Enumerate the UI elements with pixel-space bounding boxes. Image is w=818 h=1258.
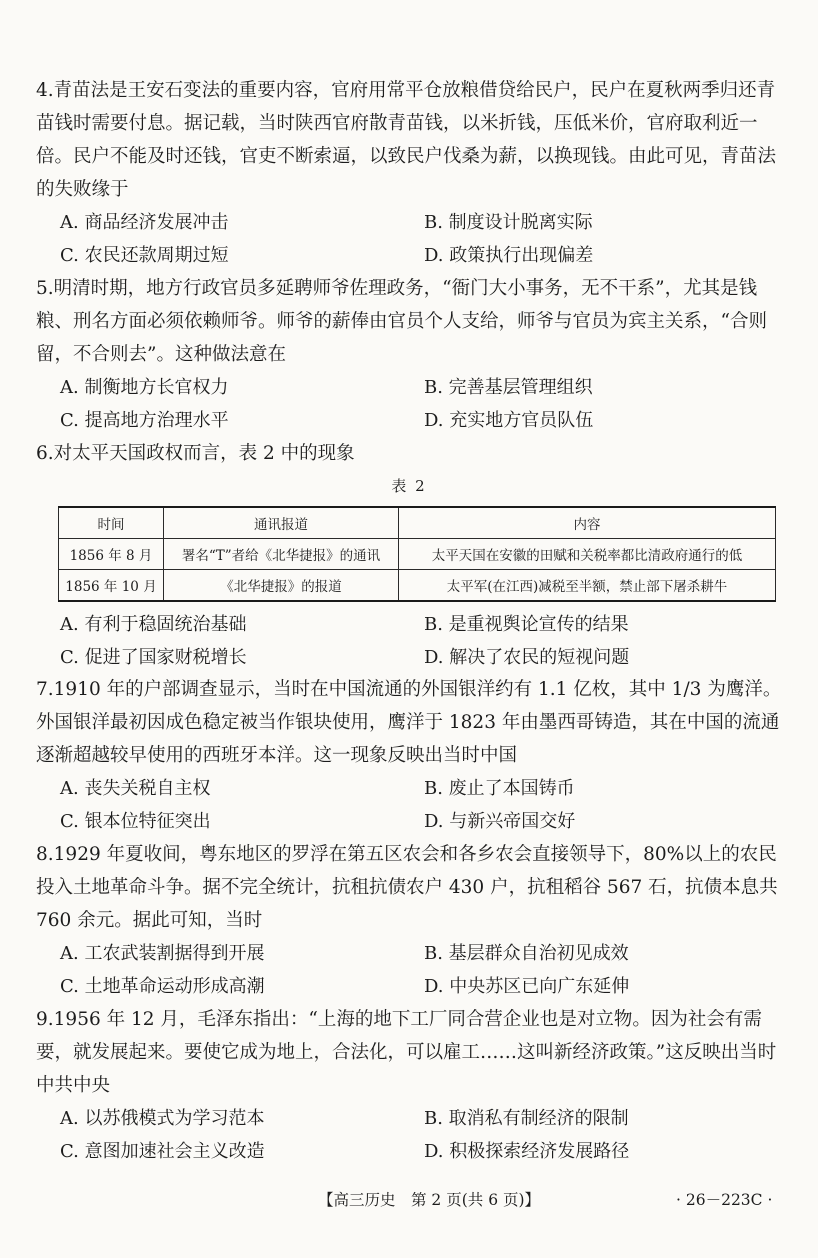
question-8-option-c[interactable]: C. 土地革命运动形成高潮 [60, 976, 265, 997]
question-8-options-row-2 [36, 970, 786, 1003]
question-7 [36, 673, 786, 838]
question-7-option-d[interactable]: D. 与新兴帝国交好 [424, 811, 576, 832]
question-5-option-c[interactable]: C. 提高地方治理水平 [60, 410, 229, 431]
question-5-option-a[interactable]: A. 制衡地方长官权力 [60, 377, 229, 398]
question-8-stem: 8.1929 年夏收间，粤东地区的罗浮在第五区农会和各乡农会直接领导下，80%以上的农民投入土地革命斗争。据不完全统计，抗租抗债农户 430 户，抗租稻谷 567 石，抗债本息共 760 余元。据此可知，当时 [36, 844, 778, 931]
question-4-options-row-1 [36, 206, 786, 239]
table-cell-content: 太平军(在江西)减税至半额，禁止部下屠杀耕牛 [399, 570, 776, 602]
question-8-option-a[interactable]: A. 工农武装割据得到开展 [60, 943, 265, 964]
table-cell-content: 太平天国在安徽的田赋和关税率都比清政府通行的低 [399, 539, 776, 570]
table-row [59, 570, 776, 602]
table-header-content: 内容 [399, 507, 776, 539]
question-6-option-d[interactable]: D. 解决了农民的短视问题 [424, 647, 630, 668]
table-2 [58, 506, 776, 602]
question-6-options-row-2 [36, 641, 786, 674]
question-9-option-c[interactable]: C. 意图加速社会主义改造 [60, 1141, 265, 1162]
question-9-option-d[interactable]: D. 积极探索经济发展路径 [424, 1141, 630, 1162]
question-8 [36, 838, 786, 1003]
question-6-option-b[interactable]: B. 是重视舆论宣传的结果 [424, 614, 629, 635]
footer-page-info: 【高三历史 第 2 页(共 6 页)】 [318, 1191, 541, 1209]
table-2-title: 表 2 [391, 477, 427, 495]
footer-exam-code: · 26－223C · [676, 1191, 773, 1209]
question-8-options-row-1 [36, 937, 786, 970]
question-9 [36, 1003, 786, 1168]
question-9-options-row-2 [36, 1135, 786, 1168]
question-6-options-row-1 [36, 608, 786, 641]
question-4 [36, 74, 786, 272]
question-6-options [36, 608, 786, 674]
question-5-options-row-1 [36, 371, 786, 404]
question-4-option-b[interactable]: B. 制度设计脱离实际 [424, 212, 593, 233]
question-4-option-c[interactable]: C. 农民还款周期过短 [60, 245, 229, 266]
table-header-row [59, 507, 776, 539]
question-5-options-row-2 [36, 404, 786, 437]
table-cell-time: 1856 年 10 月 [59, 570, 164, 602]
table-cell-time: 1856 年 8 月 [59, 539, 164, 570]
question-4-option-a[interactable]: A. 商品经济发展冲击 [60, 212, 229, 233]
question-9-stem: 9.1956 年 12 月，毛泽东指出：“上海的地下工厂同合营企业也是对立物。因为社会有需要，就发展起来。要使它成为地上，合法化，可以雇工……这叫新经济政策。”这反映出当时中共中央 [36, 1009, 777, 1096]
table-row [59, 539, 776, 570]
question-4-stem: 4.青苗法是王安石变法的重要内容，官府用常平仓放粮借贷给民户，民户在夏秋两季归还青苗钱时需要付息。据记载，当时陕西官府散青苗钱，以米折钱，压低米价，官府取利近一倍。民户不能及时还钱，官吏不断索逼，以致民户伐桑为薪，以换现钱。由此可见，青苗法的失败缘于 [36, 80, 777, 200]
question-6-option-a[interactable]: A. 有利于稳固统治基础 [60, 614, 247, 635]
question-9-options-row-1 [36, 1102, 786, 1135]
question-5-option-d[interactable]: D. 充实地方官员队伍 [424, 410, 594, 431]
question-6-option-c[interactable]: C. 促进了国家财税增长 [60, 647, 247, 668]
question-5 [36, 272, 786, 437]
question-7-option-b[interactable]: B. 废止了本国铸币 [424, 778, 575, 799]
table-header-report: 通讯报道 [164, 507, 399, 539]
question-7-option-a[interactable]: A. 丧失关税自主权 [60, 778, 211, 799]
table-header-time: 时间 [59, 507, 164, 539]
question-6 [36, 437, 786, 470]
question-4-options-row-2 [36, 239, 786, 272]
question-7-options-row-1 [36, 772, 786, 805]
question-7-stem: 7.1910 年的户部调查显示，当时在中国流通的外国银洋约有 1.1 亿枚，其中 1/3 为鹰洋。外国银洋最初因成色稳定被当作银块使用，鹰洋于 1823 年由墨西哥铸造，其在中国的流通逐渐超越较早使用的西班牙本洋。这一现象反映出当时中国 [36, 679, 782, 766]
question-6-stem: 6.对太平天国政权而言，表 2 中的现象 [36, 443, 355, 464]
question-7-option-c[interactable]: C. 银本位特征突出 [60, 811, 211, 832]
table-cell-report: 《北华捷报》的报道 [164, 570, 399, 602]
question-5-option-b[interactable]: B. 完善基层管理组织 [424, 377, 593, 398]
question-9-option-b[interactable]: B. 取消私有制经济的限制 [424, 1108, 629, 1129]
question-8-option-d[interactable]: D. 中央苏区已向广东延伸 [424, 976, 630, 997]
question-4-option-d[interactable]: D. 政策执行出现偏差 [424, 245, 594, 266]
question-9-option-a[interactable]: A. 以苏俄模式为学习范本 [60, 1108, 265, 1129]
table-cell-report: 署名“T”者给《北华捷报》的通讯 [164, 539, 399, 570]
question-8-option-b[interactable]: B. 基层群众自治初见成效 [424, 943, 629, 964]
question-5-stem: 5.明清时期，地方行政官员多延聘师爷佐理政务，“衙门大小事务，无不干系”，尤其是钱粮、刑名方面必须依赖师爷。师爷的薪俸由官员个人支给，师爷与官员为宾主关系，“合则留，不合则去”。这种做法意在 [36, 278, 767, 365]
question-7-options-row-2 [36, 805, 786, 838]
